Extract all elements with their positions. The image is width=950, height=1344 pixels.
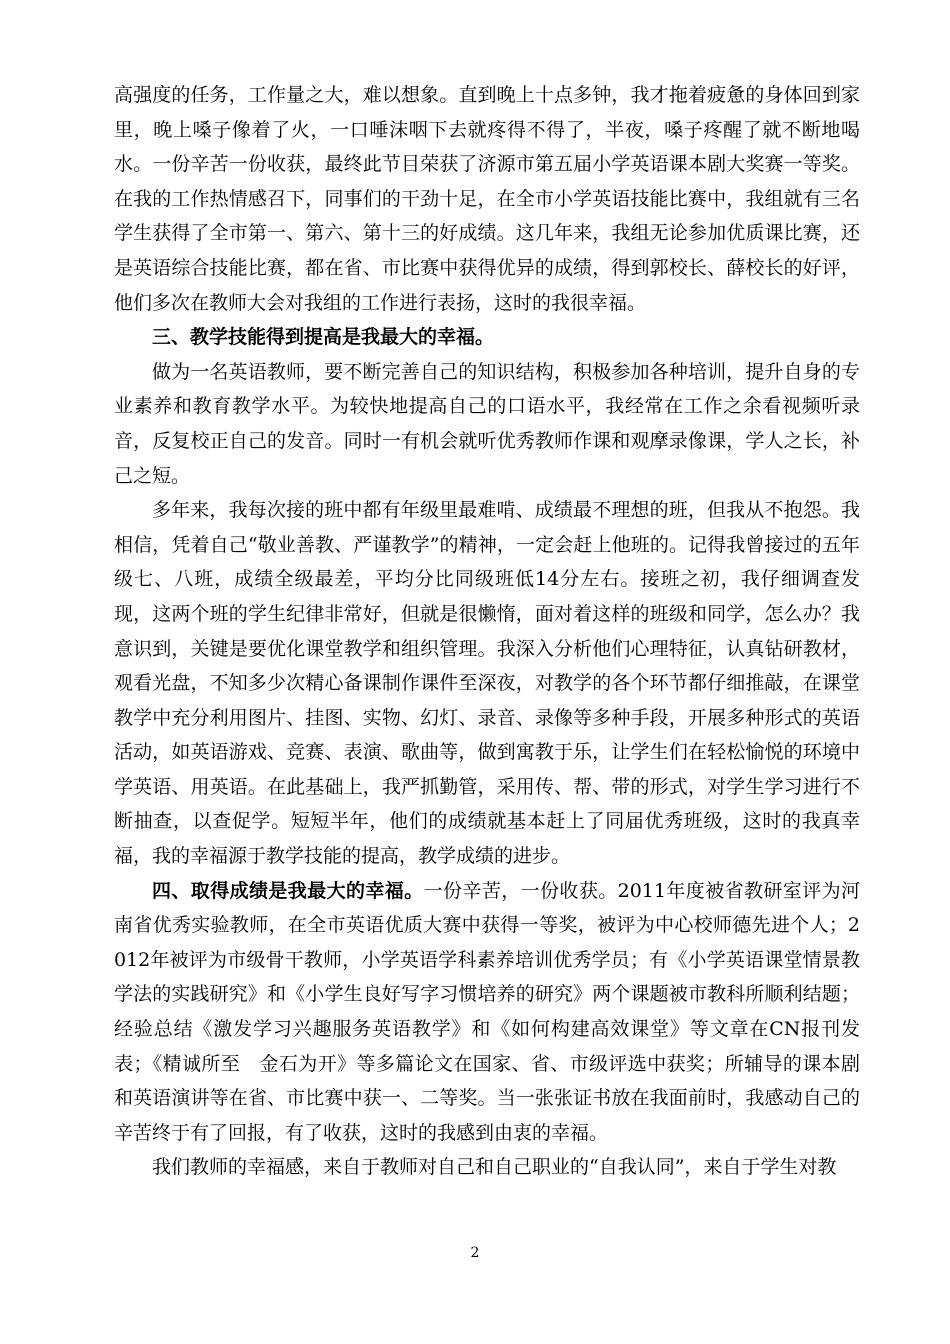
section-heading-three: 三、教学技能得到提高是我最大的幸福。	[152, 326, 495, 349]
paragraph-class-improvement: 多年来，我每次接的班中都有年级里最难啃、成绩最不理想的班，但我从不抱怨。我相信，凭着自己“敬业善教、严谨教学”的精神，一定会赶上他班的。记得我曾接过的五年级七、八班，成绩全级最差，平均分比同级班低14分左右。接班之初，我仔细调查发现，这两个班的学生纪律非常好，但就是很懒惰，面对着这样的班级和同学，怎么办？我意识到，关键是要优化课堂教学和组织管理。我深入分析他们心理特征，认真钻研教材，观看光盘，不知多少次精心备课制作课件至深夜，对教学的各个环节都仔细推敲，在课堂教学中充分利用图片、挂图、实物、幻灯、录音、录像等多种手段，开展多种形式的英语活动，如英语游戏、竞赛、表演、歌曲等，做到寓教于乐，让学生们在轻松愉悦的环境中学英语、用英语。在此基础上，我严抓勤管，采用传、帮、带的形式，对学生学习进行不断抽查，以查促学。短短半年，他们的成绩就基本赶上了同届优秀班级，这时的我真幸福，我的幸福源于教学技能的提高，教学成绩的进步。	[114, 499, 860, 868]
section-heading-four: 四、取得成绩是我最大的幸福。	[152, 879, 424, 902]
achievements-text: 一份辛苦，一份收获。2011年度被省教研室评为河南省优秀实验教师，在全市英语优质大赛中获得一等奖，被评为中心校师德先进个人；2012年被评为市级骨干教师，小学英语学科素养培训优秀学员；有《小学英语课堂情景教学法的实践研究》和《小学生良好写字习惯培养的研究》两个课题被市教科所顺利结题；经验总结《激发学习兴趣服务英语教学》和《如何构建高效课堂》等文章在CN报刊发表；《精诚所至 金石为开》等多篇论文在国家、省、市级评选中获奖；所辅导的课本剧和英语演讲等在省、市比赛中获一、二等奖。当一张张证书放在我面前时，我感动自己的辛苦终于有了回报，有了收获，这时的我感到由衷的幸福。	[114, 879, 860, 1144]
paragraph-achievements	[114, 874, 860, 1151]
paragraph-continuation: 高强度的任务，工作量之大，难以想象。直到晚上十点多钟，我才拖着疲惫的身体回到家里，晚上嗓子像着了火，一口唾沫咽下去就疼得不得了，半夜，嗓子疼醒了就不断地喝水。一份辛苦一份收获，最终此节目荣获了济源市第五届小学英语课本剧大奖赛一等奖。在我的工作热情感召下，同事们的干劲十足，在全市小学英语技能比赛中，我组就有三名学生获得了全市第一、第六、第十三的好成绩。这几年来，我组无论参加优质课比赛，还是英语综合技能比赛，都在省、市比赛中获得优异的成绩，得到郭校长、薛校长的好评，他们多次在教师大会对我组的工作进行表扬，这时的我很幸福。	[114, 84, 860, 314]
paragraph-conclusion-start: 我们教师的幸福感，来自于教师对自己和自己职业的“自我认同”，来自于学生对教	[152, 1156, 837, 1179]
page-number: 2	[470, 1245, 480, 1261]
paragraph-training: 做为一名英语教师，要不断完善自己的知识结构，积极参加各种培训，提升自身的专业素养和教育教学水平。为较快地提高自己的口语水平，我经常在工作之余看视频听录音，反复校正自己的发音。同时一有机会就听优秀教师作课和观摩录像课，学人之长，补己之短。	[114, 360, 860, 487]
document-page	[114, 78, 860, 1185]
